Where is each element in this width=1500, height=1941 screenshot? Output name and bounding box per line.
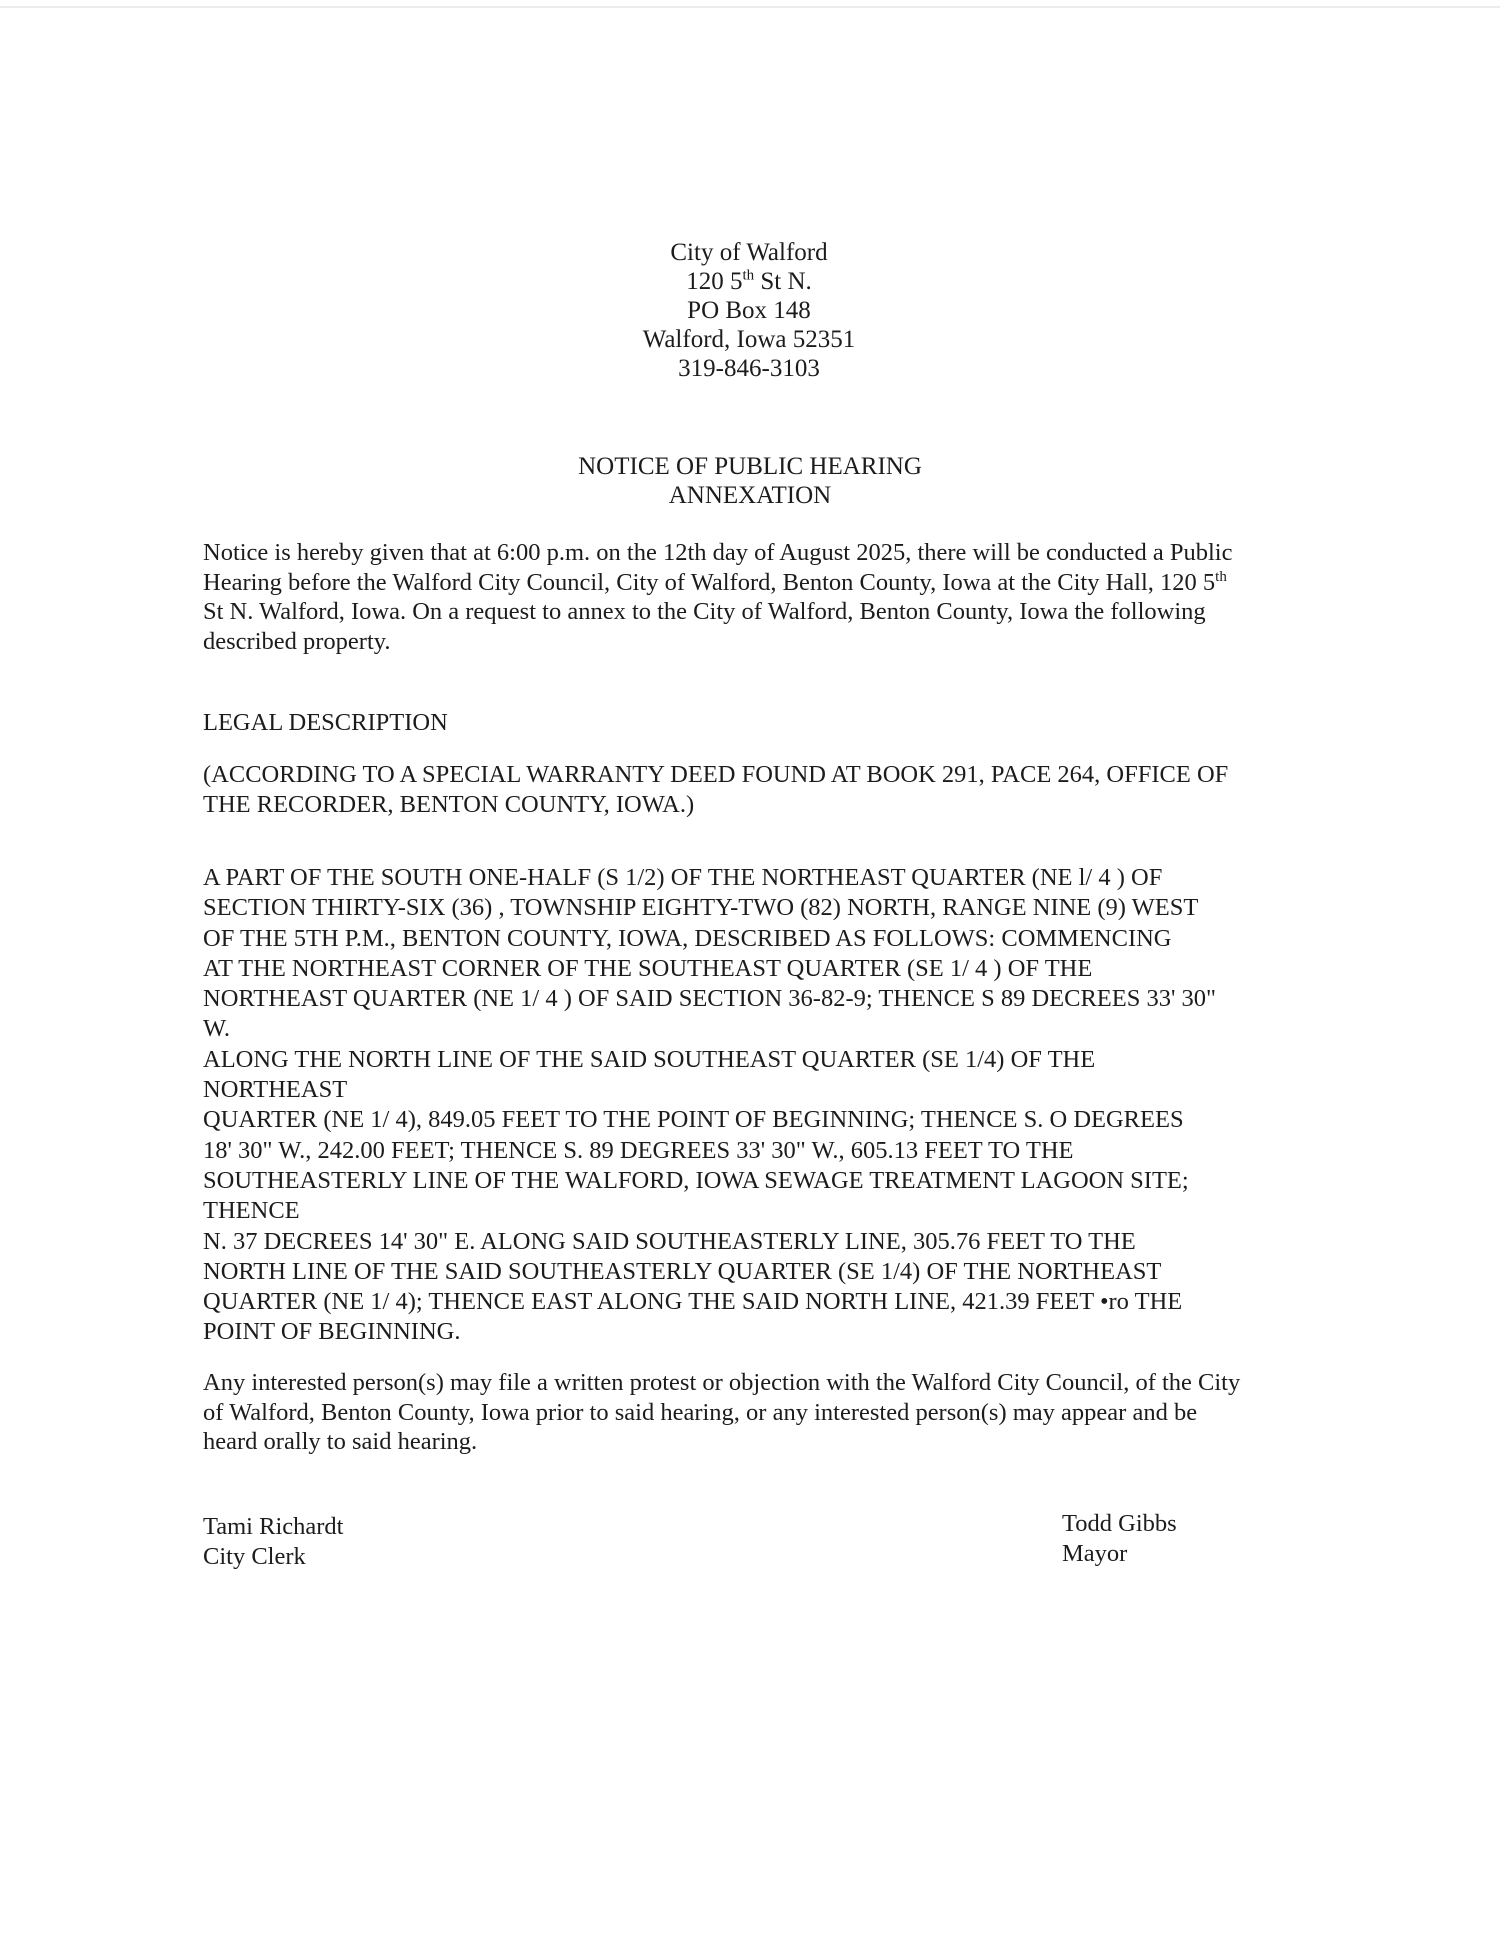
notice-title xyxy=(0,452,1500,510)
legal-line: SECTION THIRTY-SIX (36) , TOWNSHIP EIGHTY-TWO (82) NORTH, RANGE NINE (9) WEST xyxy=(203,894,1199,922)
street-address: 120 5th St N. xyxy=(686,267,812,295)
city-state-zip: Walford, Iowa 52351 xyxy=(642,326,856,353)
legal-source-line: (ACCORDING TO A SPECIAL WARRANTY DEED FOUND AT BOOK 291, PACE 264, OFFICE OF xyxy=(203,761,1229,788)
protest-line: of Walford, Benton County, Iowa prior to said hearing, or any interested person(s) may appear and be xyxy=(203,1398,1198,1426)
city-name: City of Walford xyxy=(670,239,828,266)
notice-line: described property. xyxy=(203,627,391,655)
protest-line: heard orally to said hearing. xyxy=(203,1428,478,1455)
clerk-signature-block xyxy=(203,1512,343,1572)
mayor-name: Todd Gibbs xyxy=(1062,1510,1177,1537)
phone-number: 319-846-3103 xyxy=(678,355,820,382)
legal-line: NORTHEAST QUARTER (NE 1/ 4 ) OF SAID SECTION 36-82-9; THENCE S 89 DECREES 33' 30" xyxy=(203,985,1217,1013)
legal-line: SOUTHEASTERLY LINE OF THE WALFORD, IOWA SEWAGE TREATMENT LAGOON SITE; xyxy=(203,1166,1189,1194)
scan-edge xyxy=(0,6,1500,8)
legal-body-paragraph xyxy=(203,863,1308,1348)
legal-line: POINT OF BEGINNING. xyxy=(203,1318,461,1346)
clerk-title: City Clerk xyxy=(203,1543,306,1570)
clerk-name: Tami Richardt xyxy=(203,1513,344,1540)
legal-line: NORTHEAST xyxy=(203,1076,348,1104)
letterhead xyxy=(0,238,1500,383)
notice-paragraph xyxy=(203,538,1308,656)
legal-source-line: THE RECORDER, BENTON COUNTY, IOWA.) xyxy=(203,790,695,818)
legal-source-paragraph xyxy=(203,760,1308,819)
po-box: PO Box 148 xyxy=(687,297,811,324)
mayor-signature-block xyxy=(1062,1509,1177,1569)
legal-line: QUARTER (NE 1/ 4); THENCE EAST ALONG THE SAID NORTH LINE, 421.39 FEET •ro THE xyxy=(203,1288,1183,1316)
legal-line: ALONG THE NORTH LINE OF THE SAID SOUTHEAST QUARTER (SE 1/4) OF THE xyxy=(203,1045,1096,1073)
legal-line: NORTH LINE OF THE SAID SOUTHEASTERLY QUARTER (SE 1/4) OF THE NORTHEAST xyxy=(203,1257,1162,1285)
notice-line: Notice is hereby given that at 6:00 p.m. on the 12th day of August 2025, there will be conducted a Public xyxy=(203,539,1233,566)
legal-line: AT THE NORTHEAST CORNER OF THE SOUTHEAST QUARTER (SE 1/ 4 ) OF THE xyxy=(203,954,1093,982)
protest-paragraph xyxy=(203,1368,1308,1457)
legal-line: QUARTER (NE 1/ 4), 849.05 FEET TO THE POINT OF BEGINNING; THENCE S. O DEGREES xyxy=(203,1106,1184,1134)
legal-line: A PART OF THE SOUTH ONE-HALF (S 1/2) OF THE NORTHEAST QUARTER (NE l/ 4 ) OF xyxy=(203,864,1163,891)
protest-line: Any interested person(s) may file a written protest or objection with the Walford City Council, of the City xyxy=(203,1369,1241,1396)
title-line-2: ANNEXATION xyxy=(668,482,832,509)
legal-line: OF THE 5TH P.M., BENTON COUNTY, IOWA, DESCRIBED AS FOLLOWS: COMMENCING xyxy=(203,924,1172,952)
legal-line: N. 37 DECREES 14' 30" E. ALONG SAID SOUTHEASTERLY LINE, 305.76 FEET TO THE xyxy=(203,1227,1136,1255)
mayor-title: Mayor xyxy=(1062,1540,1128,1567)
legal-line: THENCE xyxy=(203,1197,300,1225)
legal-line: W. xyxy=(203,1015,231,1043)
legal-description-heading: LEGAL DESCRIPTION xyxy=(203,709,448,736)
notice-line: Hearing before the Walford City Council, City of Walford, Benton County, Iowa at the City Hall, 120 5th xyxy=(203,568,1227,596)
notice-line: St N. Walford, Iowa. On a request to annex to the City of Walford, Benton County, Iowa the following xyxy=(203,598,1206,625)
title-line-1: NOTICE OF PUBLIC HEARING xyxy=(578,453,922,480)
legal-line: 18' 30" W., 242.00 FEET; THENCE S. 89 DEGREES 33' 30" W., 605.13 FEET TO THE xyxy=(203,1136,1074,1164)
